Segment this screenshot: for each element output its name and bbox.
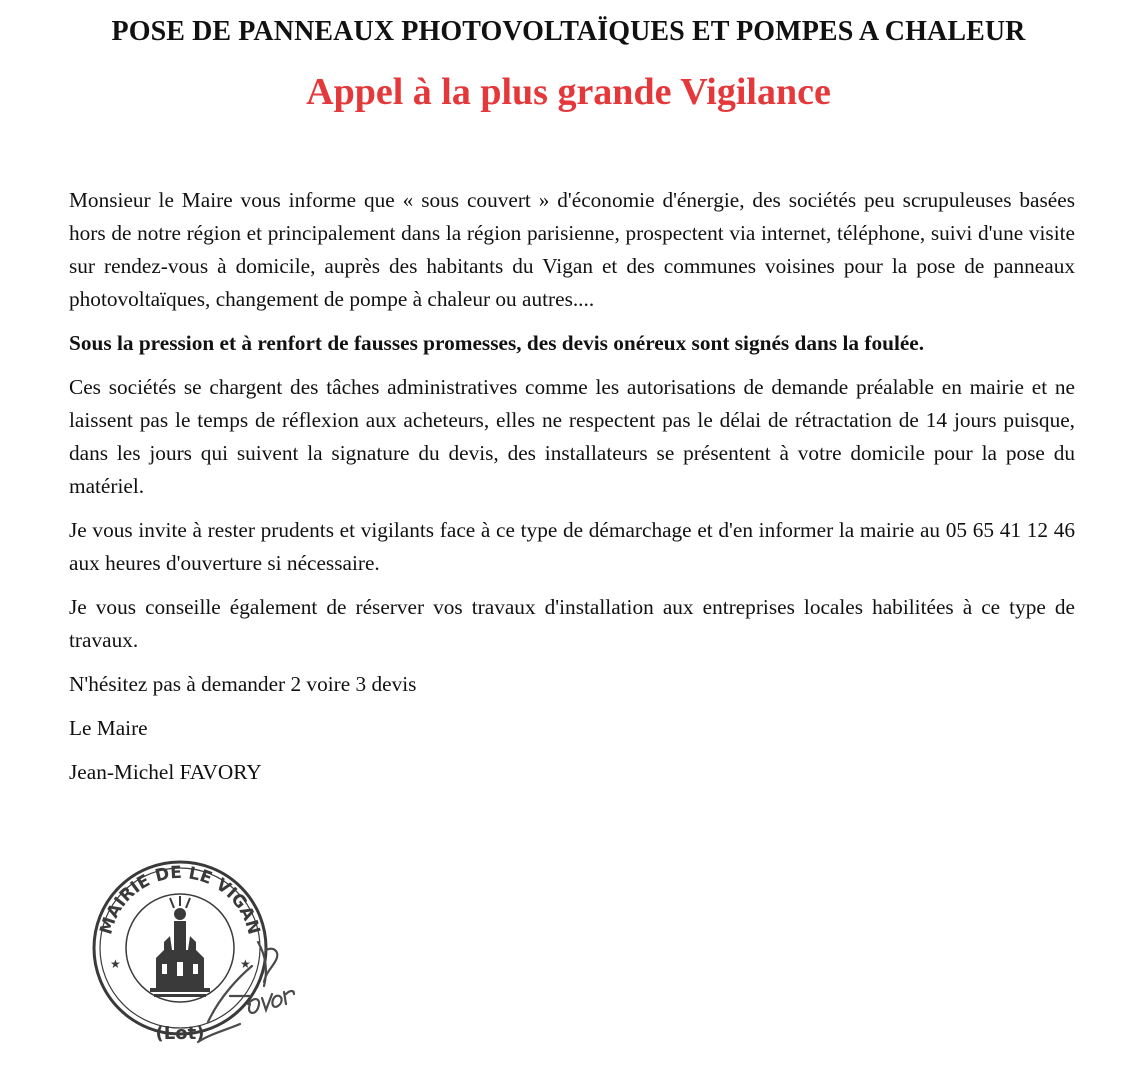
- paragraph-advice: Je vous conseille également de réserver vos travaux d'installation aux entreprises locales habilitées à ce type de travaux.: [69, 595, 1075, 652]
- signatory-name: Jean-Michel FAVORY: [69, 760, 262, 784]
- closing-title: Le Maire: [69, 716, 148, 740]
- stamp-bottom-text: (Lot): [155, 1023, 205, 1044]
- page-subtitle: Appel à la plus grande Vigilance: [306, 71, 831, 113]
- stamp-seal-graphic: [80, 846, 300, 1056]
- stamp-emblem-icon: [150, 896, 210, 997]
- letter-body: [69, 184, 1075, 800]
- paragraph-quotes: N'hésitez pas à demander 2 voire 3 devis: [69, 672, 417, 696]
- official-stamp: [80, 846, 300, 1056]
- paragraph-warning: Sous la pression et à renfort de fausses promesses, des devis onéreux sont signés dans la foulée.: [69, 331, 925, 355]
- stamp-ring-text: MAIRIE DE LE VIGAN: [96, 862, 264, 937]
- stamp-star-right: ★: [240, 957, 251, 971]
- paragraph-companies: Ces sociétés se chargent des tâches administratives comme les autorisations de demande préalable en mairie et ne laissent pas le temps de réflexion aux acheteurs, elles ne respectent pas le délai de rétractation de 14 jours puisque, dans les jours qui suivent la signature du devis, des installateurs se présentent à votre domicile pour la pose du matériel.: [69, 375, 1075, 498]
- paragraph-intro: Monsieur le Maire vous informe que « sous couvert » d'économie d'énergie, des sociétés peu scrupuleuses basées hors de notre région et principalement dans la région parisienne, prospectent via internet, téléphone, suivi d'une visite sur rendez-vous à domicile, auprès des habitants du Vigan et des communes voisines pour la pose de panneaux photovoltaïques, changement de pompe à chaleur ou autres....: [69, 188, 1075, 311]
- page-title: POSE DE PANNEAUX PHOTOVOLTAÏQUES ET POMPES A CHALEUR: [111, 16, 1026, 47]
- stamp-star-left: ★: [110, 957, 121, 971]
- paragraph-contact: Je vous invite à rester prudents et vigilants face à ce type de démarchage et d'en informer la mairie au 05 65 41 12 46 aux heures d'ouverture si nécessaire.: [69, 518, 1075, 575]
